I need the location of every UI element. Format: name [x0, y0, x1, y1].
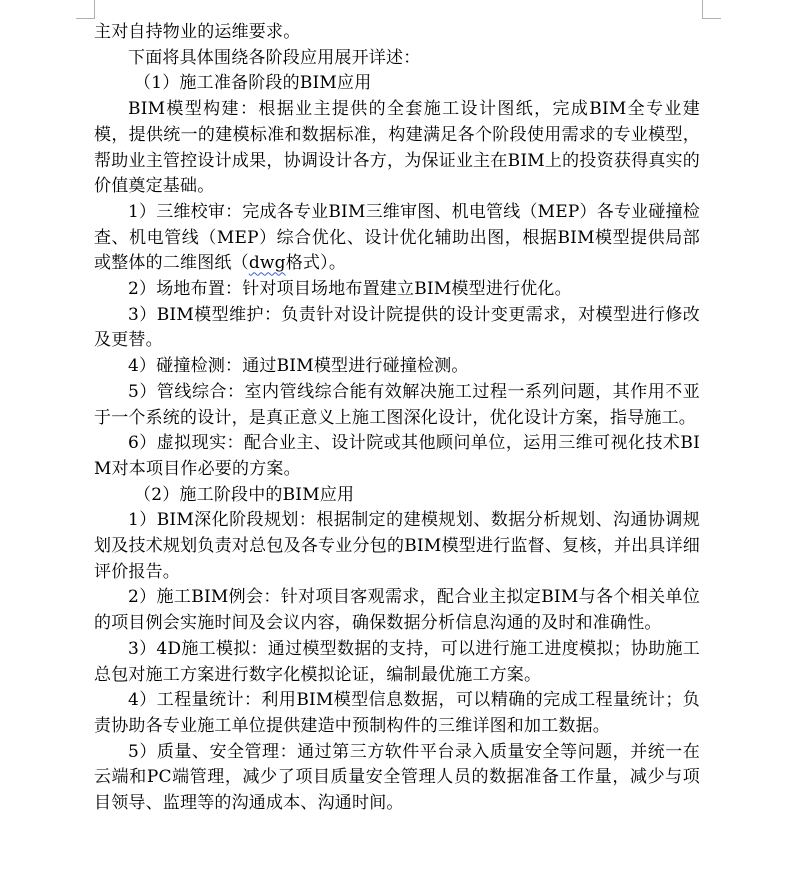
- paragraph: 3）4D施工模拟：通过模型数据的支持，可以进行施工进度模拟；协助施工总包对施工方案进行数字化模拟论证，编制最优施工方案。: [94, 638, 700, 685]
- paragraph: 5）质量、安全管理：通过第三方软件平台录入质量安全等问题，并统一在云端和PC端管理，减少了项目质量安全管理人员的数据准备工作量，减少与项目领导、监理等的沟通成本、沟通时间。: [94, 741, 700, 814]
- margin-corner-mark-right: [702, 0, 721, 19]
- spellcheck-flagged-word: dwg: [248, 253, 286, 274]
- margin-corner-mark-left: [76, 0, 95, 19]
- paragraph: BIM模型构建：根据业主提供的全套施工设计图纸，完成BIM全专业建模，提供统一的建模标准和数据标准，构建满足各个阶段使用需求的专业模型，帮助业主管控设计成果，协调设计各方，为保证业主在BIM上的投资获得真实的价值奠定基础。: [94, 99, 700, 197]
- paragraph: 3）BIM模型维护：负责针对设计院提供的设计变更需求，对模型进行修改及更替。: [94, 304, 700, 351]
- paragraph: 主对自持物业的运维要求。: [94, 22, 301, 42]
- paragraph: 2）施工BIM例会：针对项目客观需求，配合业主拟定BIM与各个相关单位的项目例会实施时间及会议内容，确保数据分析信息沟通的及时和准确性。: [94, 587, 700, 634]
- paragraph: [94, 200, 700, 277]
- section-heading: （1）施工准备阶段的BIM应用: [134, 73, 372, 94]
- document-body: [94, 20, 700, 817]
- paragraph: 下面将具体围绕各阶段应用展开详述：: [128, 47, 421, 68]
- paragraph-text: 1）三维校审：完成各专业BIM三维审图、机电管线（MEP）各专业碰撞检查、机电管线（MEP）综合优化、设计优化辅助出图，根据BIM模型提供局部或整体的二维图纸（: [94, 201, 700, 274]
- paragraph: 1）BIM深化阶段规划：根据制定的建模规划、数据分析规划、沟通协调规划及技术规划负责对总包及各专业分包的BIM模型进行监督、复核，并出具详细评价报告。: [94, 510, 700, 582]
- paragraph: 2）场地布置：针对项目场地布置建立BIM模型进行优化。: [128, 279, 572, 300]
- paragraph: 4）碰撞检测：通过BIM模型进行碰撞检测。: [128, 356, 469, 377]
- paragraph: 4）工程量统计：利用BIM模型信息数据，可以精确的完成工程量统计；负责协助各专业施工单位提供建造中预制构件的三维详图和加工数据。: [94, 690, 700, 736]
- section-heading: （2）施工阶段中的BIM应用: [134, 484, 355, 505]
- paragraph: 5）管线综合：室内管线综合能有效解决施工过程一系列问题，其作用不亚于一个系统的设计，是真正意义上施工图深化设计，优化设计方案，指导施工。: [94, 381, 700, 428]
- paragraph: 6）虚拟现实：配合业主、设计院或其他顾问单位，运用三维可视化技术BIM对本项目作必要的方案。: [94, 433, 700, 479]
- paragraph-text: 格式）。: [285, 253, 347, 274]
